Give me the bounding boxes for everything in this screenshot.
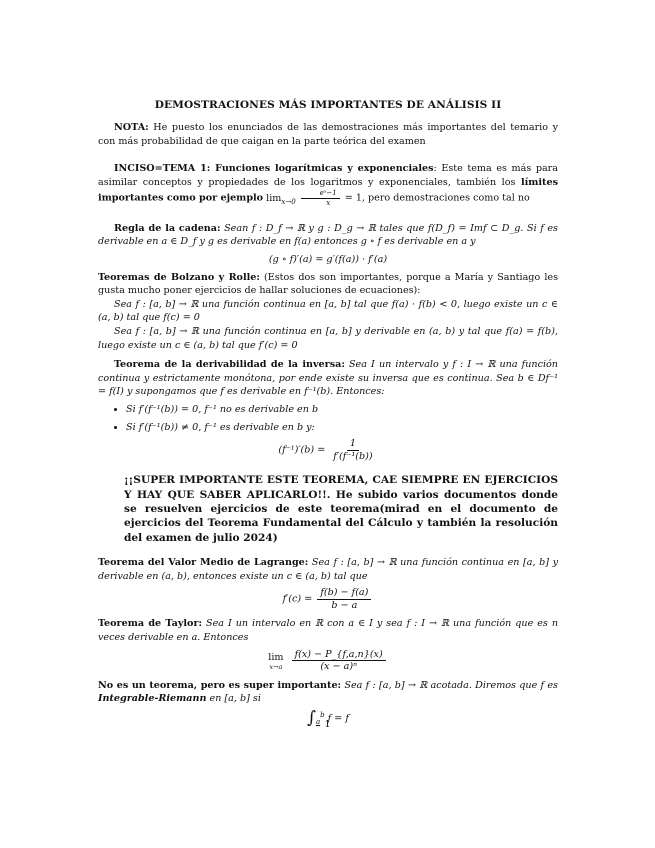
inversa-label: Teorema de la derivabilidad de la inversa:: [114, 359, 345, 371]
inciso-bold: límites importantes como por ejemplo: [98, 176, 558, 204]
lower-integral-sign: ∫: [307, 707, 316, 728]
taylor-fraction: $\frac{f(x) - P\_\{f,a,n\}(x)}{\text{(x − a)ⁿ}}$: [292, 649, 386, 673]
inversa-paragraph: [98, 358, 558, 399]
inciso-paragraph: [98, 162, 558, 207]
riemann-text: Sea f : [a, b] → ℝ acotada. Diremos que f es: [341, 679, 558, 691]
document-page: [98, 98, 558, 732]
riemann-formula: $\int_a^b$ f = f: [307, 707, 349, 728]
inversa-list: [98, 403, 558, 434]
cadena-label: Regla de la cadena:: [114, 222, 221, 234]
taylor-formula: [98, 649, 558, 673]
list-item: • Si f′(f⁻¹(b)) ≠ 0, f⁻¹ es derivable en b y:: [126, 421, 558, 435]
lagrange-text: Sea f : [a, b] → ℝ una función continua en [a, b] y derivable en (a, b), entonces existe un c ∈ (a, b) tal que: [98, 557, 558, 582]
list-item: • Si f′(f⁻¹(b)) = 0, f⁻¹ no es derivable en b: [126, 403, 558, 417]
inversa-formula: (f⁻¹)′(b) = $\frac{1}{\text{f′(f⁻¹(b))}}$: [98, 438, 558, 462]
nota-paragraph: [98, 121, 558, 148]
cadena-text: Sean f : D_f → ℝ y g : D_g → ℝ tales que f(D_f) = Imf ⊂ D_g. Si f es derivable en a ∈ D_f y g es derivable en f(a) entonces g ∘ f es derivable en a y: [98, 222, 558, 248]
inciso-limit: $\lim_{x\to 0}$ $\frac{\text{eˣ−1}}{x}$: [266, 193, 345, 204]
inciso-label: INCISO=TEMA 1: Funciones logarítmicas y exponenciales: [114, 163, 434, 175]
riemann-paragraph: [98, 679, 558, 706]
taylor-text: Sea I un intervalo en ℝ con a ∈ I y sea f : I → ℝ una función que es n veces derivable en a. Entonces: [98, 618, 558, 644]
nota-label: NOTA:: [114, 122, 149, 134]
bolzano-statement: Sea f : [a, b] → ℝ una función continua en [a, b] tal que f(a) · f(b) < 0, luego existe un c ∈ (a, b) tal que f(c) = 0: [98, 298, 558, 324]
bolzano-text: (Estos dos son importantes, porque a María y Santiago les gusta mucho poner ejercicios de hallar soluciones de ecuaciones):: [98, 271, 558, 297]
bolzano-label: Teoremas de Bolzano y Rolle:: [98, 271, 260, 283]
inversa-text: Sea I un intervalo y f : I → ℝ una función continua y estrictamente monótona, por ende existe su inversa que es continua. Sea b ∈ Df⁻¹ = f(I) y supongamos que f es derivable en f⁻¹(b). Entonces:: [98, 359, 558, 398]
inciso-text3: = 1, pero demostraciones como tal no: [344, 192, 530, 204]
inciso-fraction: $\frac{\text{eˣ−1}}{x}$: [301, 189, 340, 207]
cadena-formula: (g ∘ f)′(a) = g′(f(a)) · f′(a): [268, 253, 388, 265]
bolzano-paragraph: [98, 271, 558, 298]
lagrange-formula: f′(c) = $\frac{f(b) - f(a)}{b - a}$: [98, 587, 558, 611]
taylor-label: Teorema de Taylor:: [98, 618, 203, 630]
taylor-limit: lim x→a: [268, 651, 284, 672]
lagrange-label: Teorema del Valor Medio de Lagrange:: [98, 557, 309, 569]
lagrange-fraction: $\frac{f(b) - f(a)}{b - a}$: [317, 587, 371, 611]
lagrange-paragraph: [98, 556, 558, 583]
page-number: 1: [324, 719, 331, 730]
riemann-term: Integrable-Riemann: [98, 693, 207, 705]
inversa-fraction: $\frac{1}{\text{f′(f⁻¹(b))}}$: [333, 438, 373, 462]
inciso-text1: : Este tema es más para asimilar conceptos y propiedades de los logaritmos y exponenciales, también los: [98, 163, 558, 188]
riemann-label: No es un teorema, pero es super importante:: [98, 679, 342, 691]
page-title: DEMOSTRACIONES MÁS IMPORTANTES DE ANÁLISIS II: [154, 99, 502, 111]
nota-text: He puesto los enunciados de las demostraciones más importantes del temario y con más probabilidad de que caigan en la parte teórica del examen: [98, 122, 558, 147]
cadena-paragraph: [98, 222, 558, 249]
rolle-statement: Sea f : [a, b] → ℝ una función continua en [a, b] y derivable en (a, b) y tal que f(a) = f(b), luego existe un c ∈ (a, b) tal que f′(c) = 0: [98, 325, 558, 351]
super-importante-note: ¡¡SUPER IMPORTANTE ESTE TEOREMA, CAE SIEMPRE EN EJERCICIOS Y HAY QUE SABER APLICARLO!!. He subido varios documentos donde se resuelven ejercicios de este teorema(mirad en el documento de ejercicios del Teorema Fundamental del Cálculo y también la resolución del examen de julio 2024): [124, 474, 558, 544]
taylor-paragraph: [98, 617, 558, 644]
riemann-text2: en [a, b] si: [206, 693, 261, 705]
